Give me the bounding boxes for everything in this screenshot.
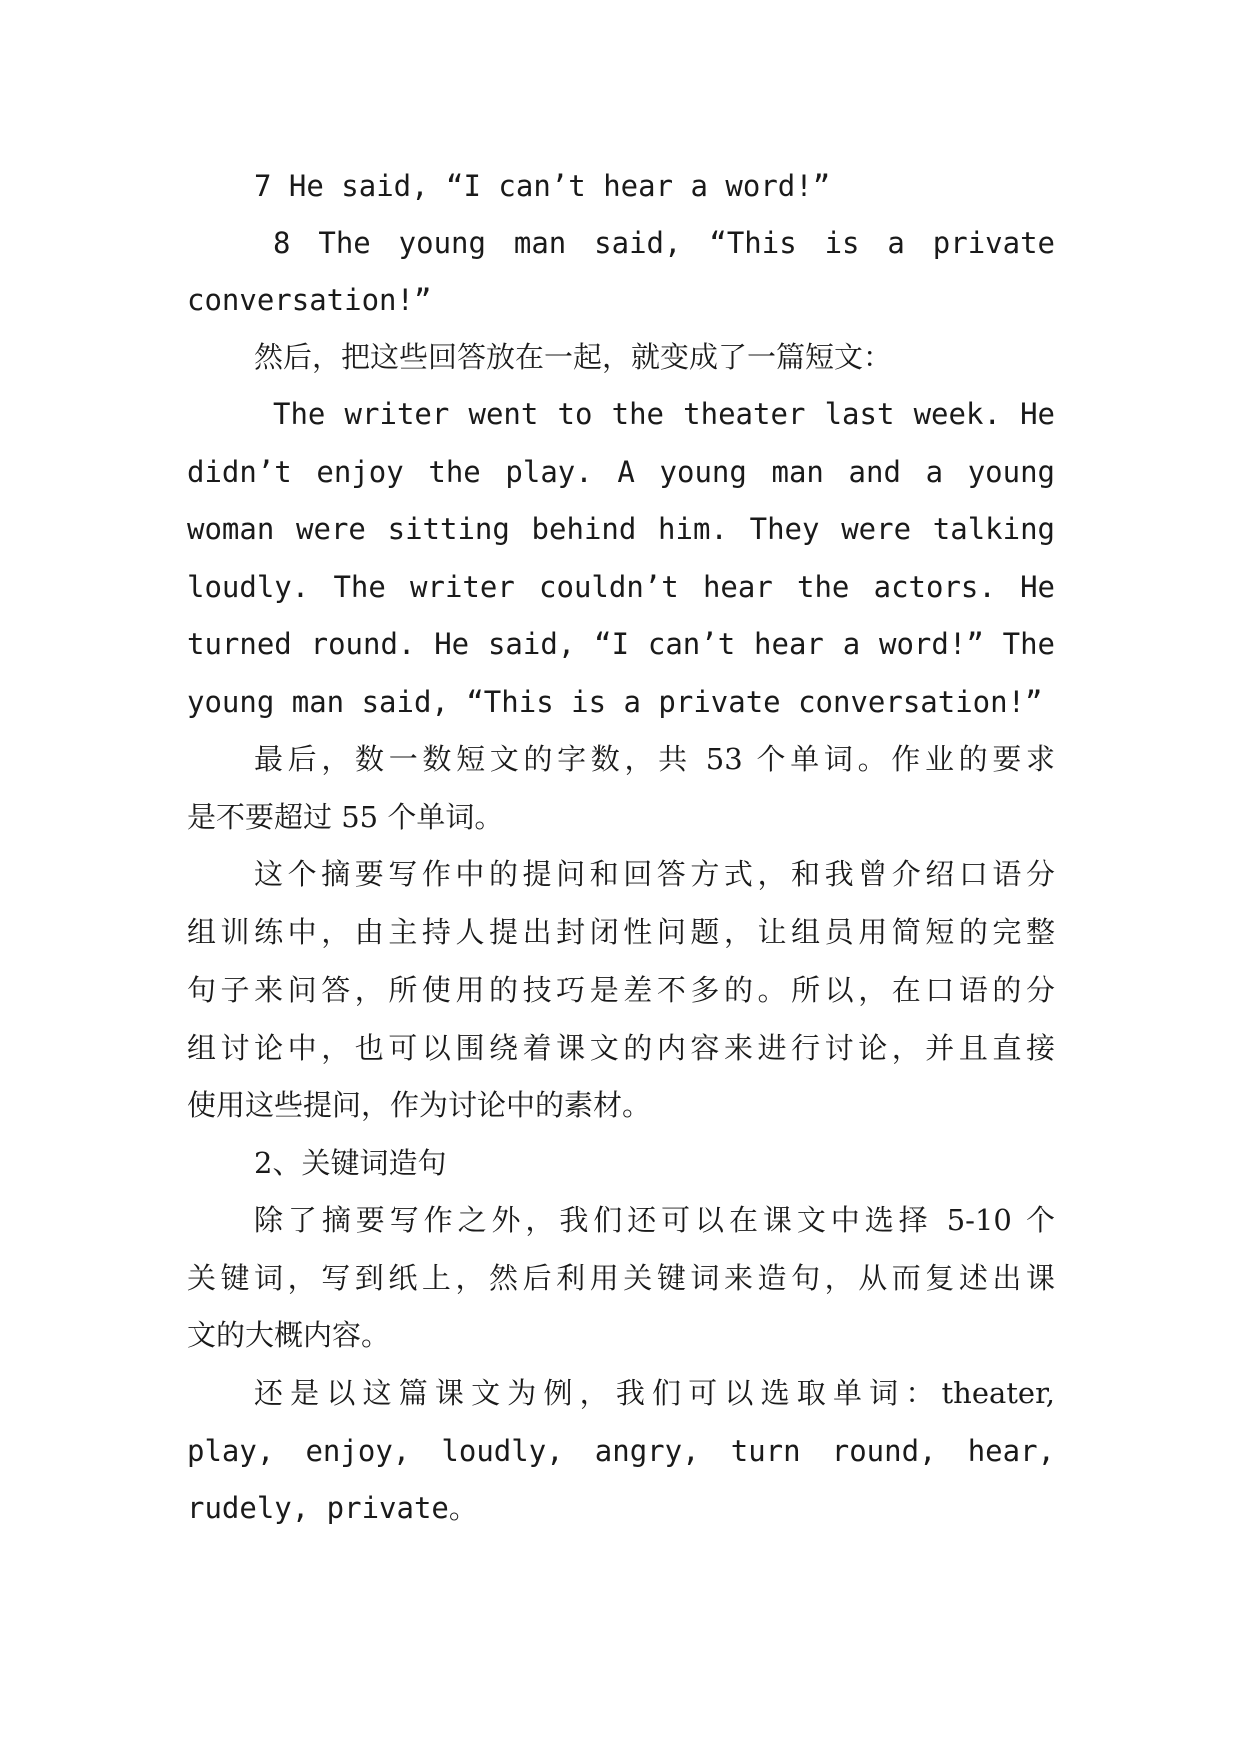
- text-line-6: didn’t enjoy the play. A young man and a young: [187, 455, 1055, 489]
- text-line-11: 最后，数一数短文的字数，共 53 个单词。作业的要求: [254, 742, 1055, 776]
- text-line-9: turned round. He said, “I can’t hear a word!” The: [187, 627, 1055, 661]
- text-line-3: conversation!”: [187, 283, 432, 317]
- text-line-15: 句子来问答，所使用的技巧是差不多的。所以，在口语的分: [187, 973, 1055, 1007]
- text-line-8: loudly. The writer couldn’t hear the actors. He: [187, 570, 1055, 604]
- text-line-17: 使用这些提问，作为讨论中的素材。: [187, 1088, 652, 1122]
- text-line-14: 组训练中，由主持人提出封闭性问题，让组员用简短的完整: [187, 915, 1055, 949]
- section-heading: 2、关键词造句: [254, 1146, 447, 1180]
- text-line-23: play, enjoy, loudly, angry, turn round, hear,: [187, 1434, 1055, 1468]
- text-line-4: 然后，把这些回答放在一起，就变成了一篇短文：: [254, 340, 893, 374]
- text-line-12: 是不要超过 55 个单词。: [187, 800, 504, 834]
- text-line-1: 7 He said, “I can’t hear a word!”: [254, 169, 831, 203]
- text-line-10: young man said, “This is a private conversation!”: [187, 685, 1043, 719]
- text-line-5: The writer went to the theater last week. He: [273, 397, 1055, 431]
- text-line-22: 还是以这篇课文为例，我们可以选取单词：theater,: [254, 1376, 1055, 1410]
- text-line-13: 这个摘要写作中的提问和回答方式，和我曾介绍口语分: [254, 857, 1055, 891]
- text-line-2: 8 The young man said, “This is a private: [273, 226, 1055, 260]
- text-line-21: 文的大概内容。: [187, 1318, 391, 1352]
- text-line-16: 组讨论中，也可以围绕着课文的内容来进行讨论，并且直接: [187, 1031, 1055, 1065]
- text-line-20: 关键词，写到纸上，然后利用关键词来造句，从而复述出课: [187, 1261, 1055, 1295]
- text-line-19: 除了摘要写作之外，我们还可以在课文中选择 5-10 个: [254, 1203, 1055, 1237]
- text-line-24: rudely, private。: [187, 1491, 478, 1525]
- text-line-7: woman were sitting behind him. They were talking: [187, 512, 1055, 546]
